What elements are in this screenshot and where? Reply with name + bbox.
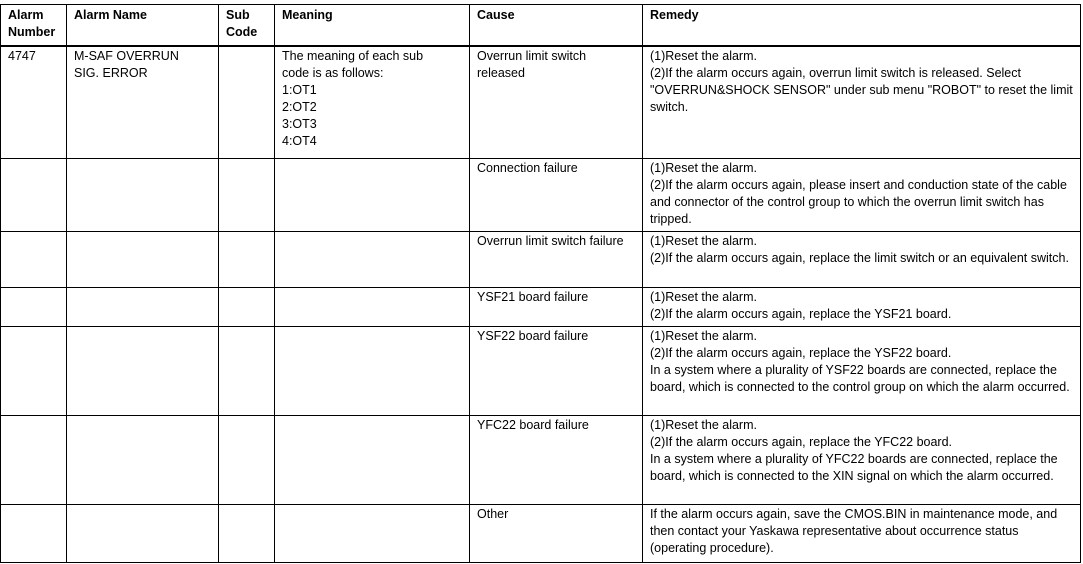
cell-alarm-number	[1, 416, 67, 505]
cell-remedy	[643, 159, 1081, 232]
meaning-line: The meaning of each sub	[282, 49, 424, 63]
remedy-line: (1)Reset the alarm.	[650, 49, 757, 63]
table-row	[1, 46, 1081, 159]
header-alarm-number-line: Alarm	[8, 8, 44, 22]
table-row	[1, 327, 1081, 416]
cell-alarm-name	[67, 327, 219, 416]
cell-cause	[470, 416, 643, 505]
cell-alarm-number	[1, 232, 67, 288]
cause-line: Connection failure	[477, 161, 578, 175]
cause-line: YSF22 board failure	[477, 329, 589, 343]
remedy-line: (2)If the alarm occurs again, replace the YFC22 board.	[650, 435, 953, 449]
cell-sub-code	[219, 416, 275, 505]
cell-sub-code	[219, 505, 275, 563]
remedy-line: (2)If the alarm occurs again, please insert and conduction state of the cable and connector of the control group to which the overrun limit switch has tripped.	[650, 178, 1071, 226]
remedy-line: (1)Reset the alarm.	[650, 234, 757, 248]
alarm-table	[0, 4, 1081, 563]
cell-remedy	[643, 505, 1081, 563]
alarm-name-line: SIG. ERROR	[74, 66, 148, 80]
cell-alarm-number	[1, 288, 67, 327]
cell-cause	[470, 288, 643, 327]
cell-alarm-name	[67, 232, 219, 288]
cell-alarm-name	[67, 505, 219, 563]
remedy-line: (2)If the alarm occurs again, replace the limit switch or an equivalent switch.	[650, 251, 1069, 265]
cell-sub-code	[219, 327, 275, 416]
header-alarm-name-label: Alarm Name	[74, 8, 147, 22]
header-alarm-number-line: Number	[8, 25, 56, 39]
remedy-line: In a system where a plurality of YFC22 boards are connected, replace the board, which is connected to the XIN signal on which the alarm occurred.	[650, 452, 1062, 483]
cell-remedy	[643, 46, 1081, 159]
alarm-number-text: 4747	[8, 49, 36, 63]
table-row	[1, 416, 1081, 505]
cell-cause	[470, 505, 643, 563]
table-row	[1, 288, 1081, 327]
remedy-line: (1)Reset the alarm.	[650, 161, 757, 175]
cell-alarm-name	[67, 288, 219, 327]
header-row	[1, 5, 1081, 47]
cell-alarm-name	[67, 46, 219, 159]
header-alarm-number	[1, 5, 67, 47]
header-sub-code-line: Sub	[226, 8, 250, 22]
cell-meaning	[275, 327, 470, 416]
table-row	[1, 505, 1081, 563]
cell-sub-code	[219, 159, 275, 232]
meaning-line: 2:OT2	[282, 100, 317, 114]
header-meaning	[275, 5, 470, 47]
table-body	[1, 46, 1081, 563]
cell-sub-code	[219, 288, 275, 327]
cell-cause	[470, 327, 643, 416]
header-remedy-label: Remedy	[650, 8, 699, 22]
remedy-line: (1)Reset the alarm.	[650, 418, 757, 432]
header-alarm-name	[67, 5, 219, 47]
cell-remedy	[643, 327, 1081, 416]
cell-meaning	[275, 46, 470, 159]
cause-line: released	[477, 66, 525, 80]
cause-line: YSF21 board failure	[477, 290, 589, 304]
header-cause	[470, 5, 643, 47]
cause-line: Overrun limit switch failure	[477, 234, 624, 248]
remedy-line: (2)If the alarm occurs again, replace the YSF22 board.	[650, 346, 952, 360]
meaning-line: 1:OT1	[282, 83, 317, 97]
header-cause-label: Cause	[477, 8, 515, 22]
cause-line: Overrun limit switch	[477, 49, 587, 63]
header-sub-code-line: Code	[226, 25, 258, 39]
cell-remedy	[643, 416, 1081, 505]
remedy-line: If the alarm occurs again, save the CMOS.BIN in maintenance mode, and then contact your Yaskawa representative about occurrence status (operating procedure).	[650, 507, 1061, 555]
cell-alarm-number	[1, 46, 67, 159]
header-meaning-label: Meaning	[282, 8, 333, 22]
cell-meaning	[275, 232, 470, 288]
table-row	[1, 159, 1081, 232]
cell-alarm-name	[67, 159, 219, 232]
remedy-line: (1)Reset the alarm.	[650, 290, 757, 304]
cell-meaning	[275, 505, 470, 563]
table-header	[1, 5, 1081, 47]
meaning-line: code is as follows:	[282, 66, 384, 80]
cell-remedy	[643, 232, 1081, 288]
alarm-name-line: M-SAF OVERRUN	[74, 49, 179, 63]
cause-line: Other	[477, 507, 509, 521]
remedy-line: (1)Reset the alarm.	[650, 329, 757, 343]
remedy-line: In a system where a plurality of YSF22 boards are connected, replace the board, which is connected to the control group on which the alarm occurred.	[650, 363, 1070, 394]
cell-meaning	[275, 416, 470, 505]
cell-remedy	[643, 288, 1081, 327]
cell-cause	[470, 232, 643, 288]
cell-alarm-name	[67, 416, 219, 505]
cell-alarm-number	[1, 159, 67, 232]
cell-alarm-number	[1, 327, 67, 416]
cell-meaning	[275, 288, 470, 327]
cell-alarm-number	[1, 505, 67, 563]
cell-sub-code	[219, 232, 275, 288]
cell-meaning	[275, 159, 470, 232]
remedy-line: (2)If the alarm occurs again, overrun limit switch is released. Select "OVERRUN&SHOCK SENSOR" under sub menu "ROBOT" to reset the limit switch.	[650, 66, 1077, 114]
header-remedy	[643, 5, 1081, 47]
table-row	[1, 232, 1081, 288]
meaning-line: 3:OT3	[282, 117, 317, 131]
cell-cause	[470, 46, 643, 159]
cell-cause	[470, 159, 643, 232]
cause-line: YFC22 board failure	[477, 418, 589, 432]
remedy-line: (2)If the alarm occurs again, replace the YSF21 board.	[650, 307, 952, 321]
cell-sub-code	[219, 46, 275, 159]
meaning-line: 4:OT4	[282, 134, 317, 148]
header-sub-code	[219, 5, 275, 47]
